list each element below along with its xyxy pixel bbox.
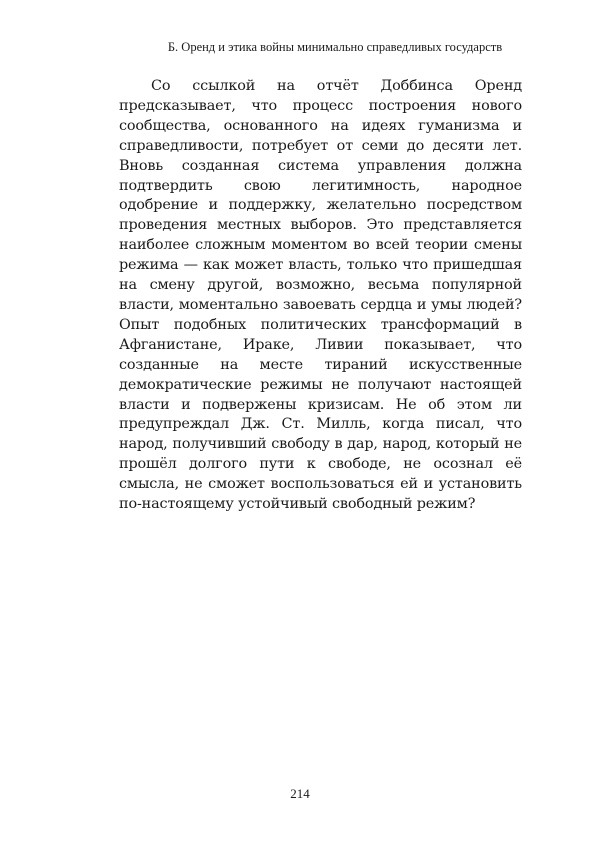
running-header: Б. Оренд и этика войны минимально справедливых государств (167, 40, 503, 54)
page-number: 214 (290, 786, 310, 801)
body-paragraph: Со ссылкой на отчёт Доббинса Оренд предсказывает, что процесс построения нового сообщества, основанного на идеях гуманизма и справедливости, потребует от семи до десяти лет. Вновь созданная система управления должна подтвердить свою легитимность, народное одобрение и поддержку, желательно посредством проведения местных выборов. Это представляется наиболее сложным моментом во всей теории смены режима — как может власть, только что пришедшая на смену другой, возможно, весьма популярной власти, моментально завоевать сердца и умы людей? Опыт подобных политических трансформаций в Афганистане, Ираке, Ливии показывает, что созданные на месте тираний искусственные демократические режимы не получают настоящей власти и подвержены кризисам. Не об этом ли предупреждал Дж. Ст. Милль, когда писал, что народ, получивший свободу в дар, народ, который не прошёл долгого пути к свободе, не осознал её смысла, не сможет воспользоваться ей и установить по-настоящему устойчивый свободный режим? (119, 78, 522, 513)
